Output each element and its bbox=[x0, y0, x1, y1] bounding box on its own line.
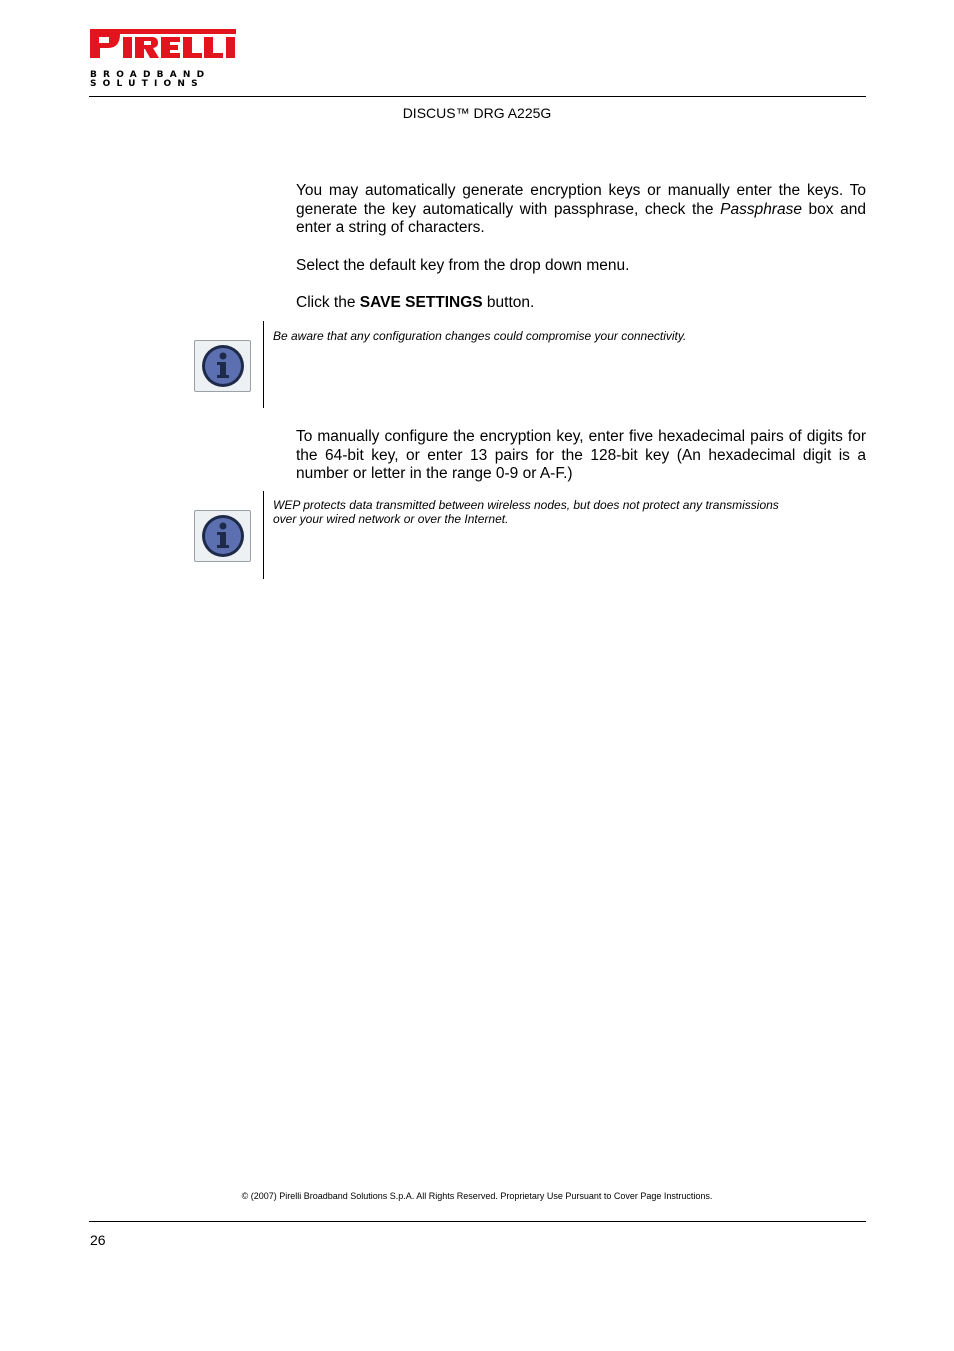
paragraph3-text-b: button. bbox=[482, 294, 535, 311]
info-icon bbox=[194, 510, 251, 562]
note-wep-protection bbox=[273, 498, 843, 526]
paragraph-manual-key: To manually configure the encryption key, enter five hexadecimal pairs of digits for the 64-bit key, or enter 13 pairs for the 128-bit key (An hexadecimal digit is a number or letter in the range 0-9 or A-F.) bbox=[296, 428, 866, 482]
page-number: 26 bbox=[90, 1232, 106, 1248]
note-divider bbox=[263, 321, 264, 408]
save-settings-term: SAVE SETTINGS bbox=[359, 294, 483, 311]
paragraph-default-key: Select the default key from the drop down menu. bbox=[296, 257, 630, 274]
paragraph3-text-a: Click the bbox=[296, 294, 360, 311]
note2-line2: over your wired network or over the Internet. bbox=[273, 512, 509, 526]
logo-sub-solutions: SOLUTIONS bbox=[90, 79, 204, 89]
pirelli-logo bbox=[90, 26, 236, 88]
paragraph-generate-keys bbox=[296, 182, 866, 238]
passphrase-term: Passphrase bbox=[720, 200, 802, 218]
logo-sub-broadband: BROADBAND bbox=[90, 70, 211, 80]
paragraph-save-settings bbox=[296, 294, 866, 313]
copyright-notice: © (2007) Pirelli Broadband Solutions S.p.A. All Rights Reserved. Proprietary Use Pursuant to Cover Page Instructions. bbox=[241, 1191, 713, 1201]
document-title: DISCUS™ DRG A225G bbox=[402, 105, 552, 121]
header-rule bbox=[89, 96, 866, 97]
paragraph1-text-b: box and enter a string of characters. bbox=[296, 200, 867, 236]
info-icon bbox=[194, 340, 251, 392]
note-divider bbox=[263, 491, 264, 579]
pirelli-wordmark bbox=[90, 26, 236, 60]
note2-line1: WEP protects data transmitted between wireless nodes, but does not protect any transmissions bbox=[273, 498, 779, 512]
footer-rule bbox=[89, 1221, 866, 1222]
paragraph1-text-a: You may automatically generate encryption keys or manually enter the keys. To generate the key automatically with passphrase, check the bbox=[296, 182, 866, 218]
note-connectivity-warning: Be aware that any configuration changes could compromise your connectivity. bbox=[273, 329, 687, 343]
